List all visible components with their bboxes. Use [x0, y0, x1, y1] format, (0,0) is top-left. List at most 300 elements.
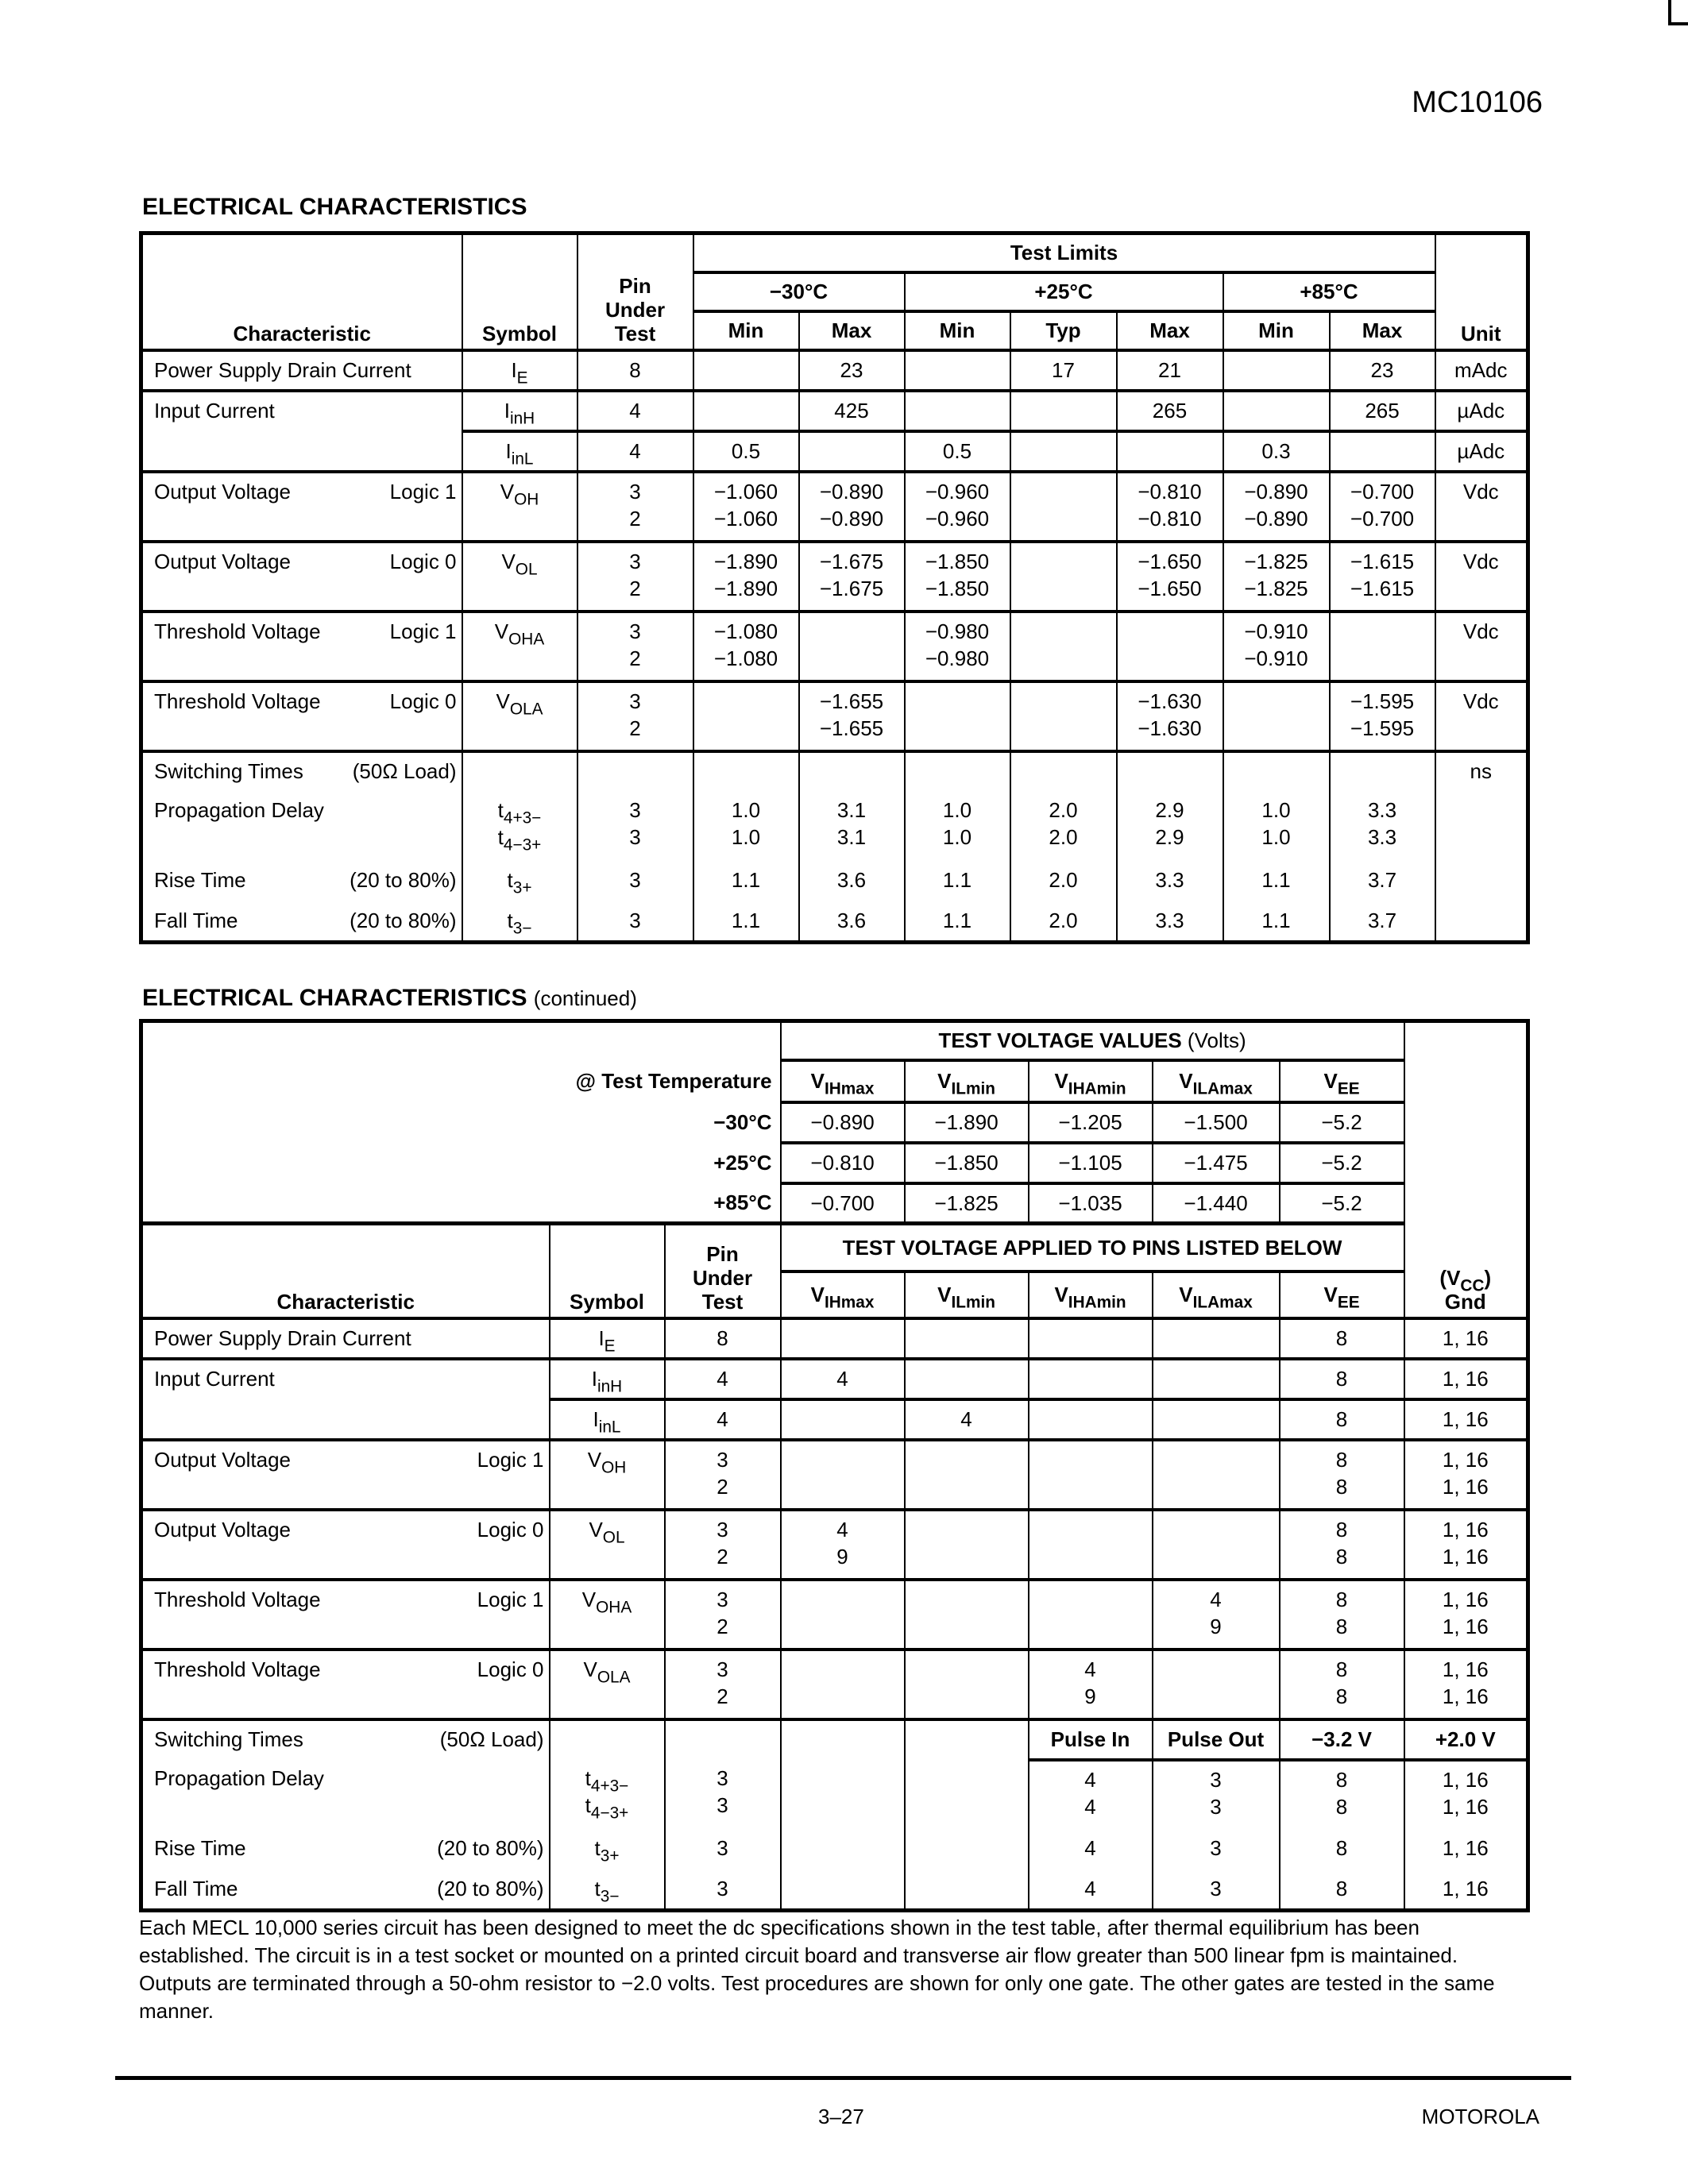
value-cell: [1029, 1510, 1153, 1580]
page-number: 3–27: [818, 2105, 864, 2128]
value-cell: 1, 16: [1404, 1359, 1528, 1399]
symbol-subscript: inH: [597, 1376, 623, 1395]
value-cell: [905, 751, 1010, 792]
value-cell: 4: [1029, 1830, 1153, 1870]
symbol-base: t: [507, 867, 513, 892]
symbol: [468, 688, 572, 718]
characteristic-name: Output Voltage: [154, 1447, 292, 1472]
symbol-cell: [462, 472, 577, 542]
v-base: V: [1054, 1283, 1068, 1306]
table-row: [141, 1580, 1528, 1650]
characteristic-cell: [141, 1440, 550, 1510]
symbol-cell: [550, 1830, 665, 1870]
characteristic-name: Power Supply Drain Current: [154, 357, 411, 382]
value-cell: Pulse Out: [1153, 1719, 1280, 1760]
symbol-subscript: 4+3−: [503, 808, 542, 827]
test-voltage-applied-title: TEST VOLTAGE APPLIED TO PINS LISTED BELOW: [781, 1224, 1404, 1271]
value-cell: −0.890 −0.890: [799, 472, 905, 542]
table-row: [141, 612, 1528, 681]
pin-under-test: 3: [665, 1830, 781, 1870]
symbol-cell: [462, 612, 577, 681]
test-voltage-value: −0.890: [781, 1102, 905, 1143]
symbol-base: t: [507, 908, 513, 932]
symbol-base: V: [494, 619, 509, 643]
pin-under-test: 8: [665, 1318, 781, 1359]
value-cell: [1010, 472, 1117, 542]
header-pin-under-test: Pin Under Test: [577, 233, 693, 350]
v-subscript: IHmax: [824, 1079, 875, 1098]
header-characteristic: Characteristic: [141, 1224, 550, 1318]
characteristic: [154, 797, 457, 824]
header-temp-minus30: −30°C: [693, 272, 905, 311]
table-row: [141, 681, 1528, 751]
symbol-subscript: 3−: [512, 918, 532, 937]
characteristic-condition: Logic 1: [389, 479, 457, 504]
pin-under-test: 3 2: [665, 1510, 781, 1580]
value-cell: 1, 16: [1404, 1318, 1528, 1359]
symbol: [468, 478, 572, 508]
pin-under-test: 3 3: [665, 1760, 781, 1830]
value-cell: 2.0: [1010, 862, 1117, 902]
characteristic-condition: Logic 1: [477, 1447, 544, 1472]
symbol-subscript: 4−3+: [503, 835, 542, 854]
value-cell: 23: [799, 350, 905, 391]
value-cell: 8: [1280, 1870, 1404, 1911]
symbol-subscript: OL: [602, 1527, 625, 1546]
value-cell: 8: [1280, 1318, 1404, 1359]
value-cell: [905, 1510, 1029, 1580]
table-row: [141, 751, 1528, 792]
header-vilamax: [1153, 1060, 1280, 1102]
value-cell: 265: [1330, 391, 1435, 431]
value-cell: [799, 612, 905, 681]
symbol-subscript: 3+: [512, 878, 532, 897]
value-cell: 1, 16 1, 16: [1404, 1760, 1528, 1830]
symbol: [555, 1835, 659, 1865]
header-vee: [1280, 1271, 1404, 1318]
characteristic: [154, 397, 457, 424]
value-cell: [1153, 1359, 1280, 1399]
characteristic-cell: [141, 681, 462, 751]
pin-under-test: 4: [577, 391, 693, 431]
value-cell: 3.7: [1330, 862, 1435, 902]
test-voltage-value: −1.035: [1029, 1183, 1153, 1224]
characteristic-cell: [141, 1760, 550, 1830]
test-voltage-value: −1.500: [1153, 1102, 1280, 1143]
characteristic-condition: Logic 1: [389, 619, 457, 643]
symbol-subscript: OLA: [509, 699, 543, 718]
v-base: V: [810, 1069, 825, 1093]
value-cell: 0.5: [693, 431, 799, 472]
characteristic-name: Fall Time: [154, 1876, 238, 1900]
header-max: Max: [1117, 311, 1223, 350]
value-cell: 1, 16 1, 16: [1404, 1580, 1528, 1650]
table2-title: [142, 985, 637, 1012]
value-cell: 8 8: [1280, 1760, 1404, 1830]
test-voltage-value: −1.825: [905, 1183, 1029, 1224]
header-symbol: Symbol: [462, 233, 577, 350]
pin-under-test: 4: [665, 1359, 781, 1399]
symbol-base: V: [589, 1517, 603, 1542]
header-min: Min: [905, 311, 1010, 350]
vcc-label: [1439, 1265, 1492, 1295]
characteristic-cell: [141, 1870, 550, 1911]
characteristic: [154, 1875, 544, 1902]
characteristic-name: Output Voltage: [154, 1517, 292, 1542]
symbol-cell: [462, 681, 577, 751]
table-row: [141, 350, 1528, 391]
symbol-base: V: [587, 1447, 602, 1472]
value-cell: −1.655 −1.655: [799, 681, 905, 751]
characteristic-cell: [141, 1318, 550, 1359]
value-cell: −1.615 −1.615: [1330, 542, 1435, 612]
value-cell: [905, 1719, 1029, 1760]
table-row: [141, 1510, 1528, 1580]
header-vcc-gnd: [1404, 1021, 1528, 1318]
value-cell: 1.0 1.0: [905, 792, 1010, 862]
characteristic: [154, 548, 457, 575]
symbol-base: t: [585, 1792, 591, 1817]
value-cell: −1.060 −1.060: [693, 472, 799, 542]
value-cell: [693, 350, 799, 391]
test-voltage-values-title: [781, 1021, 1404, 1060]
symbol-base: t: [594, 1835, 601, 1860]
value-cell: −1.595 −1.595: [1330, 681, 1435, 751]
value-cell: 1, 16: [1404, 1830, 1528, 1870]
symbol: [468, 866, 572, 897]
characteristic-cell: [141, 1359, 550, 1440]
test-voltage-value: −5.2: [1280, 1143, 1404, 1183]
characteristic: [154, 758, 457, 785]
value-cell: −1.825 −1.825: [1223, 542, 1330, 612]
characteristic-name: Threshold Voltage: [154, 1657, 321, 1681]
v-subscript: IHAmin: [1068, 1293, 1126, 1312]
value-cell: 17: [1010, 350, 1117, 391]
value-cell: [781, 1650, 905, 1719]
v-base: V: [1179, 1283, 1193, 1306]
table-row: [141, 542, 1528, 612]
v-subscript: ILAmax: [1192, 1079, 1253, 1098]
header-vilmin: [905, 1060, 1029, 1102]
value-cell: −3.2 V: [1280, 1719, 1404, 1760]
symbol-base: V: [581, 1587, 597, 1611]
pin-under-test: 3 2: [577, 542, 693, 612]
value-cell: 1.0 1.0: [693, 792, 799, 862]
characteristic-condition: Logic 1: [477, 1587, 544, 1611]
symbol-cell: [550, 1650, 665, 1719]
test-voltage-value: −5.2: [1280, 1102, 1404, 1143]
symbol-subscript: OHA: [596, 1597, 632, 1616]
pin-under-test: 4: [577, 431, 693, 472]
unit-cell: µAdc: [1435, 431, 1528, 472]
header-vihmax: [781, 1271, 905, 1318]
value-cell: 8 8: [1280, 1580, 1404, 1650]
value-cell: [905, 1870, 1029, 1911]
unit-cell: Vdc: [1435, 612, 1528, 681]
value-cell: [799, 431, 905, 472]
value-cell: [1330, 751, 1435, 792]
symbol-base: I: [593, 1406, 599, 1431]
value-cell: 8: [1280, 1830, 1404, 1870]
value-cell: −1.850 −1.850: [905, 542, 1010, 612]
value-cell: [1010, 542, 1117, 612]
test-voltage-value: −1.890: [905, 1102, 1029, 1143]
pin-under-test: 3 3: [577, 792, 693, 862]
characteristic-name: Rise Time: [154, 867, 246, 892]
characteristic-cell: [141, 751, 462, 792]
characteristic-cell: [141, 792, 462, 862]
value-cell: [1153, 1440, 1280, 1510]
symbol: [468, 907, 572, 937]
header-vihamin: [1029, 1271, 1153, 1318]
electrical-characteristics-table: [139, 231, 1530, 944]
symbol-cell: [550, 1719, 665, 1760]
symbol-subscript: OH: [601, 1457, 627, 1476]
value-cell: 4 9: [1029, 1650, 1153, 1719]
symbol-subscript: E: [516, 368, 528, 387]
value-cell: 21: [1117, 350, 1223, 391]
symbol: [555, 1446, 659, 1476]
value-cell: 1, 16 1, 16: [1404, 1510, 1528, 1580]
test-voltage-value: −5.2: [1280, 1183, 1404, 1224]
pin-under-test: 3 2: [665, 1580, 781, 1650]
value-cell: [1153, 1318, 1280, 1359]
unit-cell: mAdc: [1435, 350, 1528, 391]
characteristic: [154, 1726, 544, 1753]
value-cell: 4: [905, 1399, 1029, 1440]
at-test-temperature: @ Test Temperature: [141, 1060, 781, 1102]
symbol: [555, 1406, 659, 1436]
characteristic-cell: [141, 612, 462, 681]
value-cell: [781, 1719, 905, 1760]
symbol-base: I: [511, 357, 517, 382]
characteristic: [154, 866, 457, 893]
tv-units: (Volts): [1187, 1028, 1246, 1053]
characteristic-condition: (20 to 80%): [350, 908, 457, 932]
unit-cell: [1435, 792, 1528, 862]
table1-title: ELECTRICAL CHARACTERISTICS: [142, 194, 527, 220]
value-cell: −0.810 −0.810: [1117, 472, 1223, 542]
temperature-label: −30°C: [141, 1102, 781, 1143]
characteristic: [154, 1656, 544, 1683]
characteristic: [154, 1325, 544, 1352]
value-cell: 1.1: [693, 902, 799, 943]
value-cell: [1029, 1399, 1153, 1440]
v-subscript: ILmin: [951, 1079, 995, 1098]
value-cell: 2.9 2.9: [1117, 792, 1223, 862]
characteristic: [154, 1446, 544, 1473]
temperature-label: +85°C: [141, 1183, 781, 1224]
table-row: [141, 472, 1528, 542]
characteristic-condition: (20 to 80%): [350, 867, 457, 892]
characteristic: [154, 688, 457, 715]
test-voltage-value: −0.700: [781, 1183, 905, 1224]
characteristic: [154, 1765, 544, 1792]
value-cell: [781, 1580, 905, 1650]
characteristic-cell: [141, 1719, 550, 1760]
value-cell: −1.650 −1.650: [1117, 542, 1223, 612]
header-max: Max: [1330, 311, 1435, 350]
unit-cell: Vdc: [1435, 542, 1528, 612]
symbol-subscript: OHA: [508, 629, 545, 648]
symbol-base: t: [594, 1876, 601, 1900]
symbol: [468, 548, 572, 578]
value-cell: [905, 391, 1010, 431]
symbol-base: I: [591, 1366, 597, 1391]
characteristic: [154, 478, 457, 505]
table2-title-text: ELECTRICAL CHARACTERISTICS: [142, 985, 527, 1011]
symbol-cell: [462, 431, 577, 472]
value-cell: [1010, 612, 1117, 681]
test-voltage-value: −1.475: [1153, 1143, 1280, 1183]
header-vihmax: [781, 1060, 905, 1102]
value-cell: 1.1: [905, 862, 1010, 902]
symbol-subscript: E: [604, 1336, 616, 1355]
table-row: [141, 1359, 1528, 1399]
value-cell: [781, 1830, 905, 1870]
unit-cell: ns: [1435, 751, 1528, 792]
value-cell: [1223, 751, 1330, 792]
table-row: [141, 1650, 1528, 1719]
v-subscript: IHmax: [824, 1293, 875, 1312]
value-cell: −0.700 −0.700: [1330, 472, 1435, 542]
header-characteristic: Characteristic: [141, 233, 462, 350]
value-cell: [1029, 1580, 1153, 1650]
header-unit: Unit: [1435, 233, 1528, 350]
value-cell: [905, 1359, 1029, 1399]
test-voltage-value: −1.440: [1153, 1183, 1280, 1224]
pin-under-test: 3: [577, 862, 693, 902]
v-base: V: [1054, 1069, 1068, 1093]
characteristic: [154, 618, 457, 645]
characteristic-cell: [141, 1510, 550, 1580]
header-vilamax: [1153, 1271, 1280, 1318]
symbol-cell: [462, 391, 577, 431]
value-cell: [1010, 391, 1117, 431]
value-cell: 8: [1280, 1399, 1404, 1440]
characteristic-condition: Logic 0: [477, 1517, 544, 1542]
v-base: V: [937, 1283, 952, 1306]
symbol: [555, 1325, 659, 1355]
v-base: V: [937, 1069, 952, 1093]
characteristic: [154, 357, 457, 384]
header-pin-under-test: Pin Under Test: [665, 1224, 781, 1318]
table-row: [141, 862, 1528, 902]
footnote: Each MECL 10,000 series circuit has been designed to meet the dc specifications shown in the test table, after thermal equilibrium has been established. The circuit is in a test socket or mounted on a printed circuit board and transverse air flow greater than 500 linear fpm is maintained. Outputs are terminated through a 50-ohm resistor to −2.0 volts. Test procedures are shown for only one gate. The other gates are tested in the same manner.: [139, 1916, 1495, 2023]
value-cell: 23: [1330, 350, 1435, 391]
symbol: [468, 357, 572, 387]
v-subscript: IHAmin: [1068, 1079, 1126, 1098]
value-cell: 1, 16: [1404, 1399, 1528, 1440]
value-cell: −1.675 −1.675: [799, 542, 905, 612]
symbol-cell: [462, 902, 577, 943]
value-cell: [905, 1580, 1029, 1650]
value-cell: 3.3: [1117, 902, 1223, 943]
characteristic-condition: (20 to 80%): [437, 1876, 544, 1900]
unit-cell: [1435, 902, 1528, 943]
value-cell: [905, 1440, 1029, 1510]
header-min: Min: [693, 311, 799, 350]
test-voltage-value: −1.105: [1029, 1143, 1153, 1183]
tv-title: TEST VOLTAGE VALUES: [938, 1028, 1182, 1053]
symbol: [555, 1765, 659, 1795]
pin-under-test: 8: [577, 350, 693, 391]
symbol-subscript: 4+3−: [590, 1776, 629, 1795]
pin-under-test: 3 2: [577, 681, 693, 751]
vcc-close: ): [1484, 1265, 1492, 1290]
value-cell: 3.3 3.3: [1330, 792, 1435, 862]
table-row: [141, 1870, 1528, 1911]
footer-rule: [115, 2076, 1571, 2080]
symbol-base: I: [504, 398, 510, 423]
pin-under-test: 3 2: [577, 612, 693, 681]
value-cell: −0.890 −0.890: [1223, 472, 1330, 542]
value-cell: −0.960 −0.960: [905, 472, 1010, 542]
value-cell: 2.0: [1010, 902, 1117, 943]
symbol-cell: [550, 1510, 665, 1580]
v-base: V: [1323, 1283, 1338, 1306]
table-row: [141, 902, 1528, 943]
characteristic-name: Power Supply Drain Current: [154, 1325, 411, 1350]
value-cell: [1117, 431, 1223, 472]
value-cell: +2.0 V: [1404, 1719, 1528, 1760]
symbol-subscript: inL: [511, 449, 534, 468]
temperature-label: +25°C: [141, 1143, 781, 1183]
v-subscript: EE: [1337, 1293, 1360, 1312]
symbol-base: t: [497, 797, 504, 822]
symbol-subscript: OLA: [597, 1667, 631, 1686]
symbol-cell: [462, 542, 577, 612]
symbol: [468, 438, 572, 468]
symbol-subscript: 3+: [600, 1846, 620, 1865]
test-voltage-value: −0.810: [781, 1143, 905, 1183]
characteristic: [154, 1835, 544, 1862]
symbol-cell: [462, 751, 577, 792]
symbol-base: V: [500, 479, 515, 504]
value-cell: 1, 16: [1404, 1870, 1528, 1911]
value-cell: 0.3: [1223, 431, 1330, 472]
table-row: [141, 1760, 1528, 1830]
characteristic-cell: [141, 1830, 550, 1870]
characteristic: [154, 1365, 544, 1392]
pin-under-test: 3 2: [665, 1650, 781, 1719]
value-cell: [1330, 612, 1435, 681]
symbol-cell: [550, 1318, 665, 1359]
header-vee: [1280, 1060, 1404, 1102]
symbol: [468, 824, 572, 854]
value-cell: [905, 1760, 1029, 1830]
pin-under-test: 3 2: [577, 472, 693, 542]
vcc-base: (V: [1439, 1265, 1461, 1290]
header-test-limits: Test Limits: [693, 233, 1435, 272]
value-cell: 265: [1117, 391, 1223, 431]
characteristic-cell: [141, 1580, 550, 1650]
value-cell: 4: [781, 1359, 905, 1399]
symbol-subscript: 4−3+: [590, 1803, 629, 1822]
value-cell: 3 3: [1153, 1760, 1280, 1830]
value-cell: [781, 1870, 905, 1911]
value-cell: 3.1 3.1: [799, 792, 905, 862]
symbol-cell: [550, 1870, 665, 1911]
characteristic: [154, 907, 457, 934]
symbol: [468, 797, 572, 827]
symbol: [555, 1516, 659, 1546]
value-cell: 4: [1029, 1870, 1153, 1911]
header-vihamin: [1029, 1060, 1153, 1102]
unit-cell: [1435, 862, 1528, 902]
value-cell: [905, 1830, 1029, 1870]
value-cell: [1029, 1318, 1153, 1359]
